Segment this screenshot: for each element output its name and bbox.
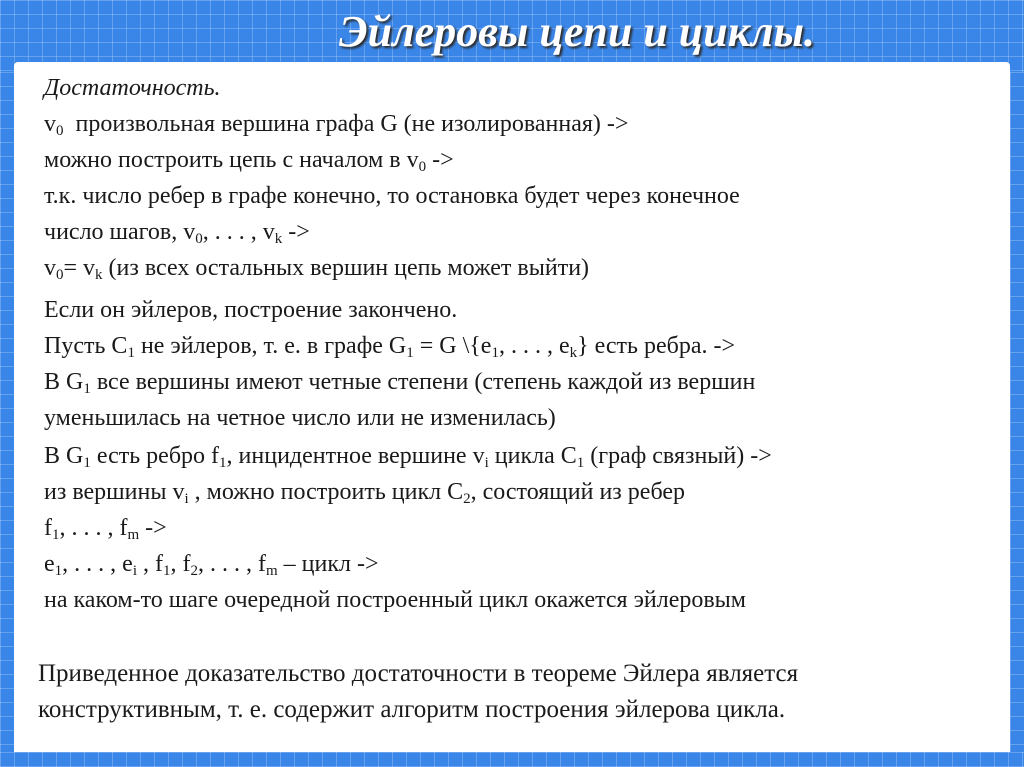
proof-line <box>44 364 964 400</box>
slide-title: Эйлеровы цепи и циклы. <box>338 7 816 56</box>
subscript: 1 <box>576 455 585 471</box>
text-run: все вершины имеют четные степени (степень каждой из вершин <box>90 369 756 395</box>
subscript: 0 <box>56 267 64 283</box>
proof-body <box>44 70 964 618</box>
text-run: } есть ребра. -> <box>577 333 736 359</box>
text-run: , инцидентное вершине v <box>226 443 485 469</box>
slide-left-frame <box>0 72 14 767</box>
proof-line <box>44 250 964 286</box>
text-run: число шагов, v <box>44 219 196 245</box>
text-run: , можно построить цикл C <box>188 479 464 505</box>
text-run: , . . . , e <box>498 333 570 359</box>
proof-line: уменьшилась на четное число или не изменилась) <box>44 405 556 431</box>
subscript: m <box>127 527 140 543</box>
proof-line: т.к. число ребер в графе конечно, то остановка будет через конечное <box>44 183 740 209</box>
subscript: k <box>95 267 103 283</box>
conclusion-line: Приведенное доказательство достаточности в теореме Эйлера является <box>38 660 799 687</box>
text-run: -> <box>139 515 167 541</box>
text-run: есть ребро f <box>90 443 220 469</box>
subscript: 1 <box>219 455 227 471</box>
proof-line <box>44 214 964 250</box>
subscript: i <box>184 491 189 507</box>
subscript: 1 <box>127 345 135 361</box>
proof-line <box>44 546 964 582</box>
conclusion-line: конструктивным, т. е. содержит алгоритм построения эйлерова цикла. <box>38 696 786 723</box>
text-run: -> <box>426 147 454 173</box>
section-heading: Достаточность. <box>44 75 221 101</box>
subscript: 1 <box>54 563 63 579</box>
text-run: e <box>44 551 55 577</box>
text-run: , f <box>136 551 163 577</box>
subscript: 0 <box>56 123 64 139</box>
subscript: i <box>484 455 489 471</box>
text-run: (из всех остальных вершин цепь может выйти) <box>102 255 590 281</box>
text-run: В G <box>44 369 84 395</box>
text-run: , . . . , f <box>59 515 128 541</box>
subscript: 0 <box>195 231 203 247</box>
subscript: 1 <box>83 455 91 471</box>
subscript: 1 <box>406 345 414 361</box>
subscript: 1 <box>52 527 60 543</box>
subscript: 1 <box>491 345 499 361</box>
text-run: (граф связный) -> <box>584 443 772 469</box>
subscript: 0 <box>418 159 427 175</box>
text-run: – цикл -> <box>277 551 379 577</box>
slide-bottom-frame <box>0 752 1024 767</box>
text-run: v <box>44 111 56 137</box>
subscript: m <box>265 563 278 579</box>
subscript: 2 <box>463 491 471 507</box>
text-run: В G <box>44 443 84 469</box>
proof-line <box>44 438 964 474</box>
proof-line <box>44 328 964 364</box>
proof-line <box>44 510 964 546</box>
text-run: можно построить цепь с началом в v <box>44 147 419 173</box>
slide-right-frame <box>1010 72 1024 767</box>
text-run: Пусть C <box>44 333 128 359</box>
text-run: , f <box>170 551 191 577</box>
text-run: цикла C <box>488 443 577 469</box>
text-run: = G \{e <box>413 333 492 359</box>
text-run: из вершины v <box>44 479 185 505</box>
conclusion-paragraph <box>38 656 968 728</box>
text-run: f <box>44 515 52 541</box>
subscript: k <box>274 231 283 247</box>
proof-line <box>44 142 964 178</box>
subscript: 1 <box>83 381 91 397</box>
subscript: 1 <box>162 563 171 579</box>
subscript: 2 <box>190 563 198 579</box>
proof-line: Если он эйлеров, построение закончено. <box>44 297 458 323</box>
text-run: = v <box>63 255 96 281</box>
text-run: не эйлеров, т. е. в графе G <box>134 333 407 359</box>
text-run: , . . . , e <box>62 551 133 577</box>
proof-line <box>44 106 964 142</box>
text-run: произвольная вершина графа G (не изолированная) -> <box>63 111 629 137</box>
text-run: -> <box>282 219 310 245</box>
proof-line <box>44 474 964 510</box>
text-run: , состоящий из ребер <box>470 479 685 505</box>
text-run: , . . . , f <box>197 551 266 577</box>
subscript: i <box>132 563 137 579</box>
text-run: , . . . , v <box>202 219 275 245</box>
text-run: v <box>44 255 56 281</box>
proof-line: на каком-то шаге очередной построенный цикл окажется эйлеровым <box>44 587 746 613</box>
subscript: k <box>569 345 578 361</box>
